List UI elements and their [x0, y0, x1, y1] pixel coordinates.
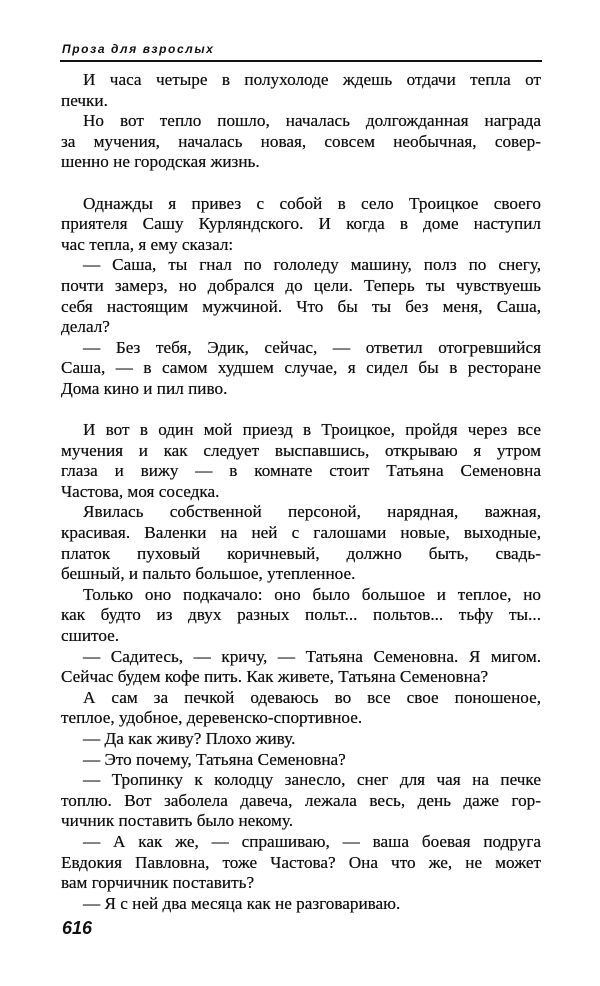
paragraph: [61, 194, 541, 256]
text-line: — Садитесь, — кричу, — Татьяна Семеновна. Я мигом.: [83, 646, 541, 666]
text-line: платок пуховый коричневый, должно быть, свадь-: [61, 543, 541, 563]
text-line: Сейчас будем кофе пить. Как живете, Татьяна Семеновна?: [61, 667, 489, 687]
text-line: вам горчичник поставить?: [61, 873, 255, 893]
text-line: мучения и как следует выспавшись, открываю я утром: [61, 440, 541, 460]
text-line: И часа четыре в полухолоде ждешь отдачи тепла от: [83, 70, 541, 89]
text-line: делал?: [61, 317, 110, 337]
text-line: Частова, моя соседка.: [61, 481, 220, 501]
text-line: сшитое.: [61, 626, 120, 646]
text-line: — Без тебя, Эдик, сейчас, — ответил отогревшийся: [83, 337, 541, 357]
paragraph: [61, 750, 541, 771]
text-line: Но вот тепло пошло, началась долгожданная награда: [83, 111, 541, 131]
text-line: себя настоящим мужчиной. Что бы ты без меня, Саша,: [61, 296, 541, 316]
text-line: Только оно подкачало: оно было большое и теплое, но: [83, 584, 541, 604]
paragraph: [61, 420, 541, 502]
text-line: за мучения, началась новая, совсем необычная, совер-: [61, 131, 541, 151]
text-line: топлю. Вот заболела давеча, лежала весь, день даже гор-: [61, 790, 541, 810]
paragraph: [61, 894, 541, 915]
text-line: шенно не городская жизнь.: [61, 152, 260, 172]
text-line: час тепла, я ему сказал:: [61, 234, 234, 254]
running-title: Проза для взрослых: [62, 42, 215, 56]
paragraph: [61, 770, 541, 832]
text-line: бешный, и пальто большое, утепленное.: [61, 564, 356, 584]
text-line: глаза и вижу — в комнате стоит Татьяна Семеновна: [61, 461, 541, 481]
text-line: — Тропинку к колодцу занесло, снег для чая на печке: [83, 770, 541, 790]
text-line: теплое, удобное, деревенско-спортивное.: [61, 708, 363, 728]
paragraph: [61, 832, 541, 894]
running-header: [60, 40, 542, 62]
paragraph: [61, 502, 541, 584]
text-line: Дома кино и пил пиво.: [61, 378, 228, 398]
text-line: печки.: [61, 90, 108, 110]
text-line: как будто из двух разных польт... польтов... тьфу ты...: [61, 605, 541, 625]
paragraph: [61, 647, 541, 688]
paragraph: [61, 729, 541, 750]
paragraph: [61, 70, 541, 111]
paragraph: [61, 585, 541, 647]
text-line: А сам за печкой одеваюсь во все свое поношеное,: [83, 687, 541, 707]
paragraph: [61, 338, 541, 400]
text-line: Однажды я привез с собой в село Троицкое своего: [83, 193, 541, 213]
text-line: приятеля Сашу Курляндского. И когда в доме наступил: [61, 214, 541, 234]
page-number: 616: [62, 918, 93, 938]
text-line: красивая. Валенки на ней с галошами новые, выходные,: [61, 523, 541, 543]
text-line: Явилась собственной персоной, нарядная, важная,: [83, 502, 541, 522]
text-line: Евдокия Павловна, тоже Частова? Она что же, не может: [61, 852, 541, 872]
paragraph: [61, 688, 541, 729]
paragraph: [61, 255, 541, 337]
text-line: чичник поставить было некому.: [61, 811, 294, 831]
text-line: почти замерз, но добрался до цели. Теперь ты чувствуешь: [61, 275, 541, 295]
text-line: — Саша, ты гнал по гололеду машину, полз по снегу,: [83, 255, 541, 275]
text-line: — Я с ней два месяца как не разговариваю.: [83, 893, 401, 913]
page-body-text: [61, 70, 541, 914]
text-line: — А как же, — спрашиваю, — ваша боевая подруга: [83, 831, 541, 851]
paragraph: [61, 111, 541, 173]
text-line: — Это почему, Татьяна Семеновна?: [83, 749, 346, 769]
text-line: И вот в один мой приезд в Троицкое, пройдя через все: [83, 420, 541, 440]
text-line: Саша, — в самом худшем случае, я сидел бы в ресторане: [61, 358, 541, 378]
text-line: — Да как живу? Плохо живу.: [83, 729, 296, 748]
